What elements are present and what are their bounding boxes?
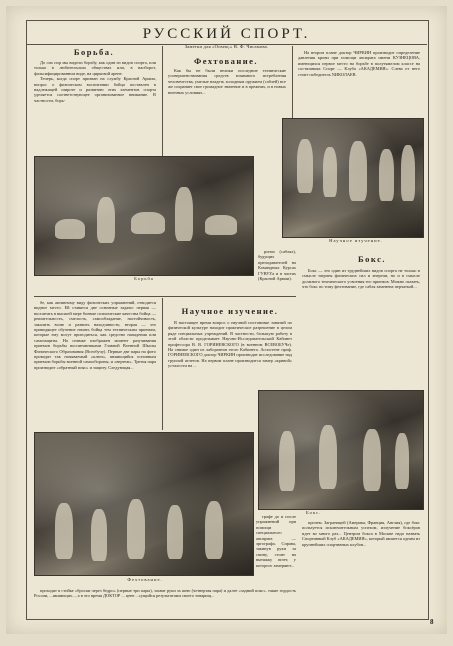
heading-borba: Борьба. [73,47,115,57]
page-title: РУССКИЙ СПОРТ. [142,26,311,42]
caption-nauchnoe-top: Научное изучение. [329,238,383,243]
fehtovanie-side-text [258,249,296,301]
boks-text-continued [302,520,420,606]
fehtovanie-side-paragraph: ронах (саблях), будущих преподавателей на Командных Курсах ГУВУЗ'а и в частях (Красной Армии). [258,249,296,282]
header-rule [26,44,427,45]
mid-rule [34,296,296,297]
heading-boks: Бокс. [358,254,386,264]
borba-text-top [34,60,156,144]
borba-text-continued [34,300,156,428]
photo-boks [258,390,424,510]
borba-paragraph-3: бе, как активному виду физических упражнений, отводится видное место. Ей ставятся две основные задачи: первая — воспитать в высшей мере боевые психические качества бойца — решительность, смелость, самообладание, настойчивость, закалить волю и развить находчивость; вторая — это приводящее обучение начать бойца тем техническим приемам, которые ему могут пригодиться, как средство нападения или самозащиты. На снимке изображен момент разучивания приемов борьбы воспитанниками Главной Военной Школы Физического Образования (Всеобучу). Первые две пары на фото проводят так называемый «ключ», являющийся основным приемом борьбы военной самообороны, и «вертеж». Третья пара производит «обратный пояс» и защиту. Следующая... [34,300,156,370]
heading-nauchnoe: Научное изучение. [181,306,279,316]
boks-paragraph-2: прочем. Заграницей (Америка, Франция, Англия), где бокс пользуется исключительным успехом, излучение боксёров идет во много раз... Центром бокса в Москве надо назвать Спортивный Клуб «АКАДЕМИЯ», который является одним из крупнейших спортивных клубов... [302,520,420,547]
nauchnoe-paragraph: В настоящее время вопрос о научной постановке занятий по физической культуре находит практическое разрешение в целом ряде специальных учреждений. В частности, большую работу в этой области проделывает Научно-Исследовательский Кабинет профессора В. В. ГОРИНЕВСКОГО (в военном ВСЕВОБУЧе). На снимке один из лаборантов этого Кабинета. Ассистент проф. ГОРИНЕВСКОГО доктор ЧИРКИН производит исследование над группой атлетов. На первом плане производится замер «кривой» усталости на ... [168,320,292,369]
page-number: 8 [430,618,434,626]
photo-borba [34,156,254,276]
boks-intro-text [298,50,420,116]
fehtovanie-paragraph: Как бы не были велики последние технические усовершенствования средств взаимного истребления человечества, умелые владеть холодным оружием (саблей) все же сохраняет свое громадное значение и в прежних, и в новых военных условиях... [168,68,286,95]
column-rule-2 [292,46,293,118]
photo-fehtovanie-lab [282,118,424,238]
boks-paragraph: Бокс — это один из труднейших видов спорта не только в смысле затраты физических сил и энергии, но и в смысле должного технического усвоения его приемов. Можно сказать, что бокс по тому фехтование, где сабля заменена перчаткой... [302,268,420,290]
borba-paragraph-1: До сих пор мы видели борьбу, как один из видов спорта, или только в любительских обществах или, в наоборот, фальсифицированном виде, на цирковой арене. [34,60,156,76]
page-subtitle: Заметки для «Освещ.» В. Ф. Чисамова. [184,44,269,49]
nauchnoe-side-paragraph: графе до и после упражнений при помощи специального аппарата — эргографа. Справа, закинув руки за спину, стоит на вытяжку атлет, у которого замеряют... [256,514,296,568]
column-rule-3 [162,298,163,430]
caption-boks: Бокс. [306,510,322,515]
nauchnoe-side-text [256,514,296,588]
borba-paragraph-2: Теперь, когда спорт призван на службу Красной Армии, вопрос о физическом воспитании бойца поставлен в надлежащей широте и развитию этих элементов спорта уделяется соответствующее организованное внимание. В частности, борь- [34,76,156,103]
fehtovanie-text [168,68,286,156]
heading-fehtovanie: Фехтование. [193,56,259,66]
bottom-paragraph: проходят в стойке «броски через бедро» (первые три пары), захват руки за шею (четвертая пара) и далее «задний пояс». такие гордость России, ...являющих..., а в это время ДОКТОР ... цене ...сущийся результатами своего товарищ... [34,588,296,599]
photo-fehtovanie [34,432,254,576]
bottom-text [34,588,296,614]
magazine-page [6,6,447,634]
boks-text [302,268,420,388]
caption-fehtovanie: Фехтование. [127,577,163,582]
caption-borba: Борьба [134,276,154,281]
boks-intro-paragraph: На втором плане доктор ЧИРКИН производит определение давления крови при помощи аппарата имени КУЗНЕЦОВА, имеющихся первое место на борьбе в полутяжелом классе на состязаниях Спорт — Клуба «АКАДЕМИЯ». Слева от него стоит победитель NИКОЛАЕВ. [298,50,420,77]
column-rule-1 [162,46,163,156]
